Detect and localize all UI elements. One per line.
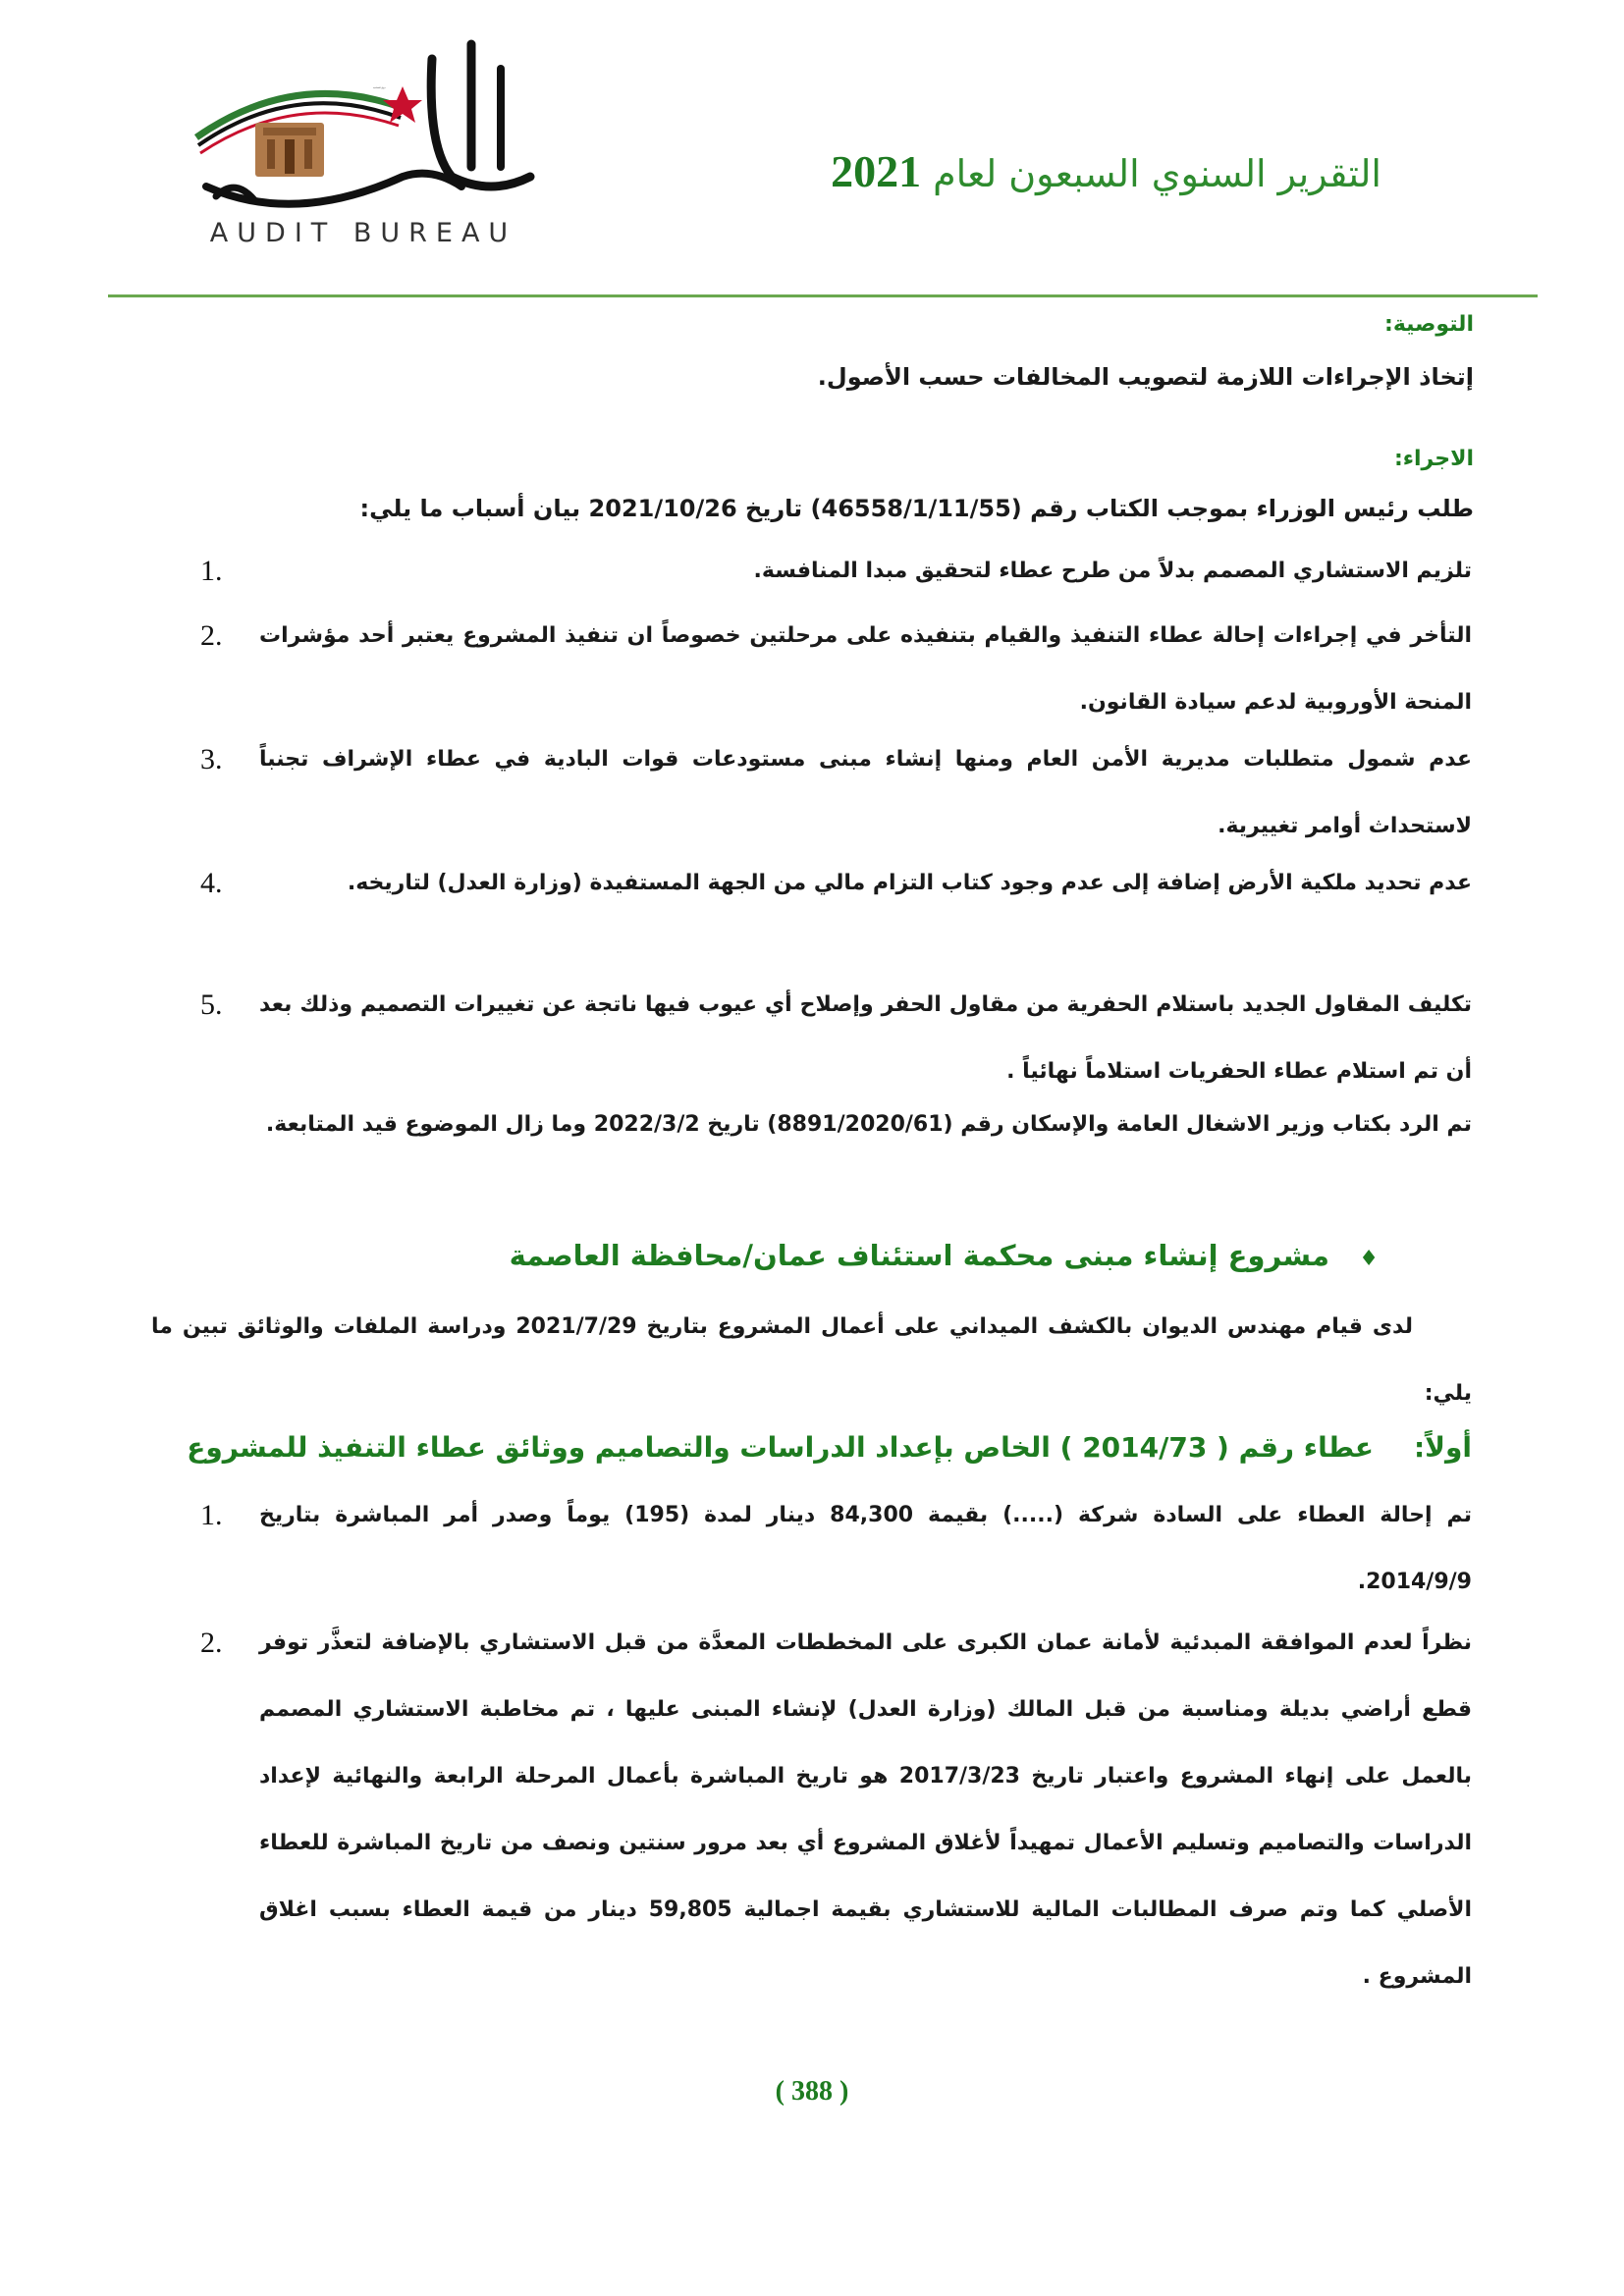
section-bullet: ♦ bbox=[1359, 1247, 1379, 1271]
first-tender-title: عطاء رقم ( 2014/73 ) الخاص بإعداد الدراسات والتصاميم ووثائق عطاء التنفيذ للمشروع bbox=[187, 1431, 1374, 1464]
project-intro: لدى قيام مهندس الديوان بالكشف الميداني على أعمال المشروع بتاريخ 2021/7/29 ودراسة الملفات والوثائق تبين ما يلي: bbox=[151, 1314, 1472, 1406]
procedure-item: عدم شمول متطلبات مديرية الأمن العام ومنها إنشاء مبنى مستودعات قوات البادية في عطاء الإشراف تجنباً لاستحداث أوامر تغييرية. bbox=[259, 747, 1472, 838]
logo-text-ar: ديوان المحاسبة bbox=[373, 87, 386, 89]
procedure-item-number: 2. bbox=[200, 619, 223, 652]
procedure-item-number: 3. bbox=[200, 743, 223, 775]
project-title: مشروع إنشاء مبنى محكمة استئناف عمان/محافظة العاصمة bbox=[509, 1239, 1329, 1272]
recommendation-label: التوصية: bbox=[1384, 312, 1474, 337]
page-number: ( 388 ) bbox=[775, 2076, 849, 2107]
procedure-label: الاجراء: bbox=[1393, 447, 1474, 471]
procedure-item: تكليف المقاول الجديد باستلام الحفرية من مقاول الحفر وإصلاح أي عيوب فيها ناتجة عن تغييرات التصميم وذلك بعد أن تم استلام عطاء الحفريات استلاماً نهائياً . bbox=[259, 992, 1472, 1084]
project-item-number: 1. bbox=[200, 1499, 223, 1531]
procedure-item: التأخر في إجراءات إحالة عطاء التنفيذ والقيام بتنفيذه على مرحلتين خصوصاً ان تنفيذ المشروع يعتبر أحد مؤشرات المنحة الأوروبية لدعم سيادة القانون. bbox=[259, 623, 1472, 715]
procedure-item: عدم تحديد ملكية الأرض إضافة إلى عدم وجود كتاب التزام مالي من الجهة المستفيدة (وزارة العدل) لتاريخه. bbox=[347, 871, 1472, 895]
report-title-text: التقرير السنوي السبعون لعام bbox=[933, 152, 1381, 195]
procedure-item-number: 5. bbox=[200, 988, 223, 1021]
procedure-intro: طلب رئيس الوزراء بموجب الكتاب رقم (46558/1/11/55) تاريخ 2021/10/26 بيان أسباب ما يلي: bbox=[359, 495, 1474, 522]
procedure-reply: تم الرد بكتاب وزير الاشغال العامة والإسكان رقم (8891/2020/61) تاريخ 2022/3/2 وما زال الموضوع قيد المتابعة. bbox=[265, 1112, 1472, 1137]
recommendation-text: إتخاذ الإجراءات اللازمة لتصويب المخالفات حسب الأصول. bbox=[817, 363, 1474, 391]
report-title bbox=[831, 145, 1381, 197]
logo-text-en: AUDIT BUREAU bbox=[209, 218, 517, 248]
procedure-item-number: 1. bbox=[200, 555, 223, 587]
project-item: تم إحالة العطاء على السادة شركة (.....) بقيمة 84,300 دينار لمدة (195) يوماً وصدر أمر المباشرة بتاريخ 2014/9/9. bbox=[259, 1503, 1472, 1594]
header-rule bbox=[108, 294, 1538, 297]
first-label: أولاً: bbox=[1413, 1431, 1472, 1464]
project-item-number: 2. bbox=[200, 1627, 223, 1659]
procedure-item-number: 4. bbox=[200, 867, 223, 899]
report-year: 2021 bbox=[831, 146, 922, 196]
procedure-item: تلزيم الاستشاري المصمم بدلاً من طرح عطاء لتحقيق مبدا المنافسة. bbox=[753, 559, 1472, 583]
project-item: نظراً لعدم الموافقة المبدئية لأمانة عمان الكبرى على المخططات المعدَّة من قبل الاستشاري بالإضافة لتعذَّر توفر قطع أراضي بديلة ومناسبة من قبل المالك (وزارة العدل) لإنشاء المبنى عليها ، تم مخاطبة الاستشاري المصمم بالعمل على إنهاء المشروع واعتبار تاريخ 2017/3/23 هو تاريخ المباشرة بأعمال المرحلة الرابعة والنهائية لإعداد الدراسات والتصاميم وتسليم الأعمال تمهيداً لأغلاق المشروع أي بعد مرور سنتين ونصف من تاريخ المباشرة للعطاء الأصلي كما وتم صرف المطالبات المالية للاستشاري بقيمة اجمالية 59,805 دينار من قيمة العطاء بسبب اغلاق المشروع . bbox=[259, 1630, 1473, 1989]
